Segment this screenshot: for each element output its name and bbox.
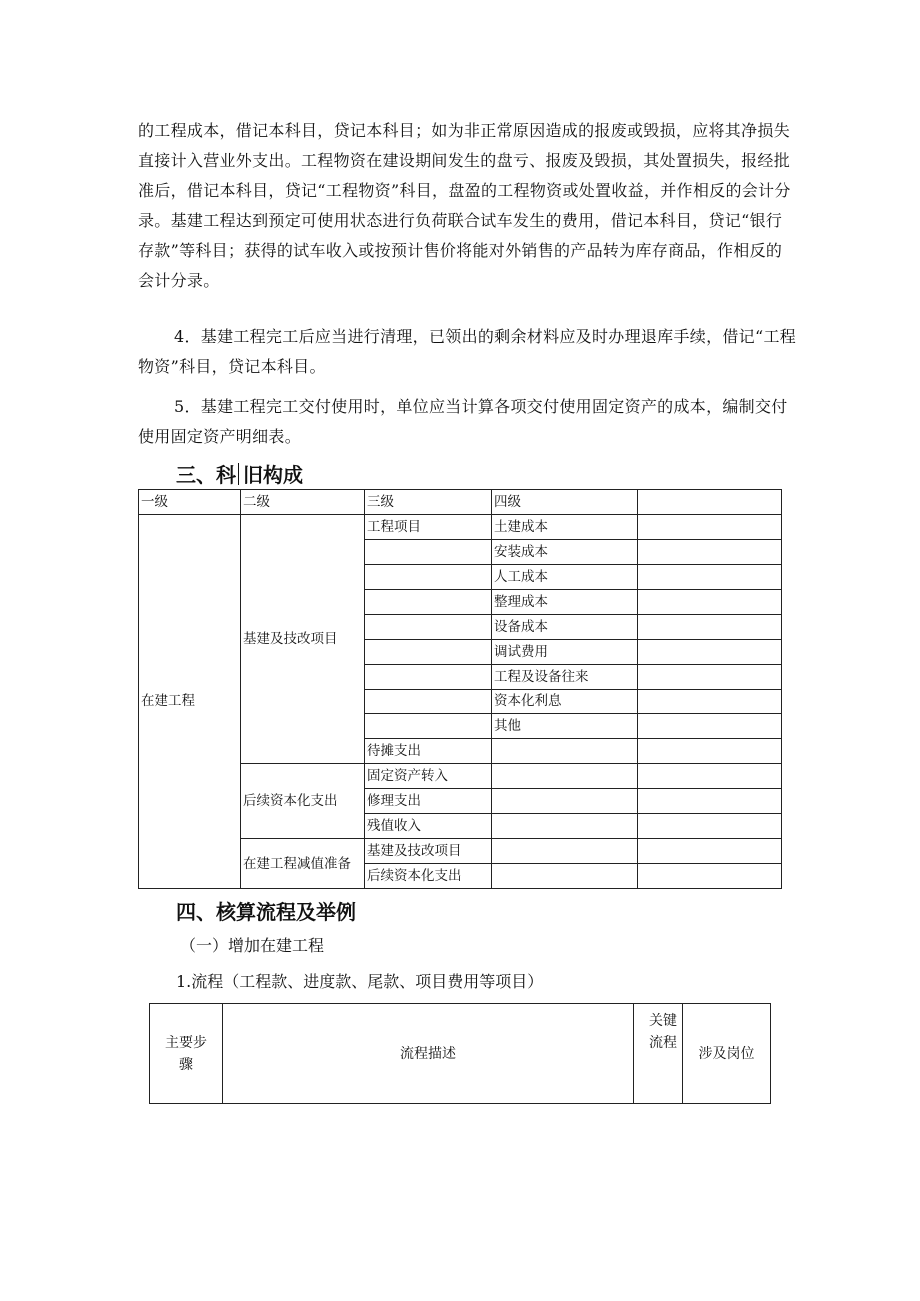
process-description-header: 流程描述 <box>223 1004 634 1104</box>
level3-cell: 残值收入 <box>365 814 492 839</box>
blank-cell <box>365 589 492 614</box>
blank-cell <box>638 689 782 714</box>
positions-involved-header: 涉及岗位 <box>683 1004 771 1104</box>
level4-cell: 工程及设备往来 <box>492 664 638 689</box>
blank-cell <box>638 589 782 614</box>
level4-cell: 其他 <box>492 714 638 739</box>
level4-cell: 土建成本 <box>492 514 638 539</box>
level4-cell: 整理成本 <box>492 589 638 614</box>
level3-cell: 修理支出 <box>365 789 492 814</box>
header-level-1: 一级 <box>139 490 241 515</box>
table-row <box>139 514 782 539</box>
section-3-title-a: 三、科 <box>176 463 236 487</box>
paragraph-accounting-entries: 的工程成本，借记本科目，贷记本科目；如为非正常原因造成的报废或毁损，应将其净损失直接计入营业外支出。工程物资在建设期间发生的盘亏、报废及毁损，其处置损失，报经批准后，借记本科目，贷记“工程物资”科目，盘盈的工程物资或处置收益，并作相反的会计分录。基建工程达到预定可使用状态进行负荷联合试车发生的费用，借记本科目，贷记“银行存款”等科目；获得的试车收入或按预计售价将能对外销售的产品转为库存商品，作相反的会计分录。 <box>138 121 791 290</box>
subsection-heading: （一）增加在建工程 <box>180 936 325 955</box>
blank-cell <box>492 864 638 889</box>
group3-level2-cell: 在建工程减值准备 <box>241 839 365 889</box>
blank-cell <box>638 789 782 814</box>
blank-cell <box>638 814 782 839</box>
group1-level2-cell: 基建及技改项目 <box>241 514 365 763</box>
blank-cell <box>638 564 782 589</box>
group1-level3-b-cell: 待摊支出 <box>365 739 492 764</box>
header-level-4: 四级 <box>492 490 638 515</box>
level4-cell: 资本化利息 <box>492 689 638 714</box>
header-blank <box>638 490 782 515</box>
blank-cell <box>638 714 782 739</box>
group2-level2-cell: 后续资本化支出 <box>241 764 365 839</box>
blank-cell <box>365 564 492 589</box>
process-table <box>149 1003 771 1104</box>
process-heading: 1.流程（工程款、进度款、尾款、项目费用等项目） <box>176 972 544 991</box>
blank-cell <box>638 539 782 564</box>
level3-cell: 基建及技改项目 <box>365 839 492 864</box>
section-4-heading: 四、核算流程及举例 <box>176 900 356 924</box>
level3-cell: 后续资本化支出 <box>365 864 492 889</box>
blank-cell <box>365 539 492 564</box>
header-level-2: 二级 <box>241 490 365 515</box>
blank-cell <box>492 839 638 864</box>
main-steps-header: 主要步骤 <box>150 1004 223 1104</box>
blank-cell <box>638 639 782 664</box>
level4-cell: 设备成本 <box>492 614 638 639</box>
blank-cell <box>638 764 782 789</box>
level4-cell: 人工成本 <box>492 564 638 589</box>
blank-cell <box>365 689 492 714</box>
blank-cell <box>638 739 782 764</box>
blank-cell <box>492 789 638 814</box>
blank-cell <box>365 639 492 664</box>
blank-cell <box>492 814 638 839</box>
blank-cell <box>638 664 782 689</box>
section-3-title-b: 旧构成 <box>243 463 303 487</box>
blank-cell <box>492 764 638 789</box>
blank-cell <box>492 739 638 764</box>
header-level-3: 三级 <box>365 490 492 515</box>
table-header-row <box>150 1004 771 1104</box>
blank-cell <box>365 664 492 689</box>
text-cursor-divider <box>238 463 239 485</box>
blank-cell <box>365 714 492 739</box>
paragraph-item-4: 4．基建工程完工后应当进行清理，已领出的剩余材料应及时办理退库手续，借记“工程物资”科目，贷记本科目。 <box>138 327 797 376</box>
paragraph-item-5: 5．基建工程完工交付使用时，单位应当计算各项交付使用固定资产的成本，编制交付使用固定资产明细表。 <box>138 397 788 446</box>
level4-cell: 安装成本 <box>492 539 638 564</box>
subject-structure-table <box>138 489 782 889</box>
blank-cell <box>638 864 782 889</box>
key-process-header: 关键流程 <box>634 1004 683 1104</box>
blank-cell <box>638 514 782 539</box>
table-header-row <box>139 490 782 515</box>
section-3-heading <box>176 462 303 488</box>
level3-cell: 固定资产转入 <box>365 764 492 789</box>
blank-cell <box>365 614 492 639</box>
group1-level3-a-cell: 工程项目 <box>365 514 492 539</box>
blank-cell <box>638 839 782 864</box>
blank-cell <box>638 614 782 639</box>
level4-cell: 调试费用 <box>492 639 638 664</box>
level1-cell: 在建工程 <box>139 514 241 888</box>
